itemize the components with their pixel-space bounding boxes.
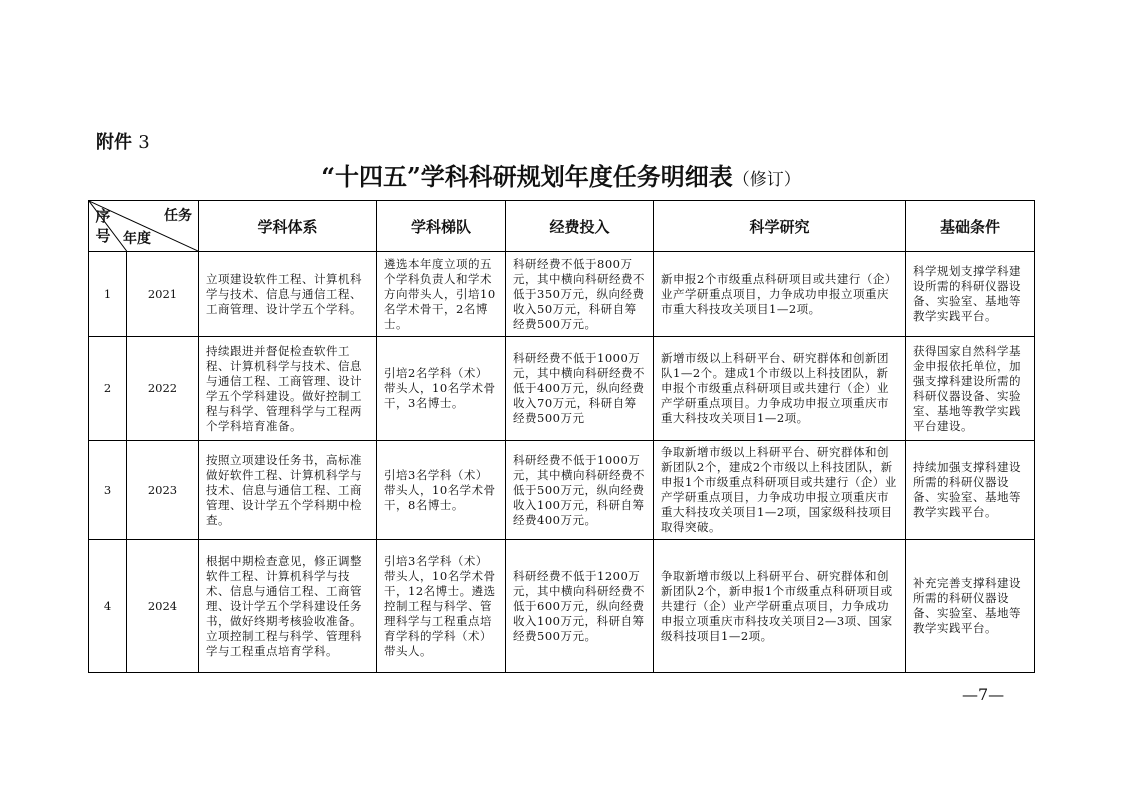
- table-row: [89, 540, 1035, 673]
- row-funding: 科研经费不低于1000万元，其中横向科研经费不低于500万元，纵向经费收入100万元，科研自筹经费400万元。: [506, 441, 654, 540]
- row-seq: 1: [89, 252, 127, 337]
- attachment-text: 附件: [96, 132, 132, 153]
- attachment-label: [96, 128, 150, 154]
- header-discipline: 学科体系: [199, 201, 377, 252]
- table-row: [89, 252, 1035, 337]
- diagonal-header-cell: [89, 201, 199, 252]
- header-conditions: 基础条件: [906, 201, 1035, 252]
- attachment-number: 3: [138, 132, 150, 153]
- row-research: 争取新增市级以上科研平台、研究群体和创新团队2个，新申报1个市级重点科研项目或共建行（企）业产学研重点项目，力争成功申报立项重庆市科技攻关项目2—3项、国家级科技项目1—2项。: [654, 540, 906, 673]
- row-conditions: 补充完善支撑科建设所需的科研仪器设备、实验室、基地等教学实践平台。: [906, 540, 1035, 673]
- row-seq: 2: [89, 337, 127, 441]
- seq-header: 序号: [95, 207, 111, 245]
- row-research: 新申报2个市级重点科研项目或共建行（企）业产学研重点项目，力争成功申报立项重庆市重大科技攻关项目1—2项。: [654, 252, 906, 337]
- row-year: 2022: [127, 337, 199, 441]
- row-team: 引培2名学科（术）带头人，10名学术骨干，3名博士。: [377, 337, 506, 441]
- table-row: [89, 337, 1035, 441]
- row-conditions: 科学规划支撑学科建设所需的科研仪器设备、实验室、基地等教学实践平台。: [906, 252, 1035, 337]
- row-research: 新增市级以上科研平台、研究群体和创新团队1—2个。建成1个市级以上科技团队，新申报个市级重点科研项目或共建行（企）业产学研重点项目。力争成功申报立项重庆市重大科技攻关项目1—2项。: [654, 337, 906, 441]
- row-discipline: 立项建设软件工程、计算机科学与技术、信息与通信工程、工商管理、设计学五个学科。: [199, 252, 377, 337]
- row-discipline: 持续跟进并督促检查软件工程、计算机科学与技术、信息与通信工程、工商管理、设计学五个学科建设。做好控制工程与科学、管理科学与工程两个学科培育准备。: [199, 337, 377, 441]
- task-header: 任务: [164, 208, 192, 224]
- row-seq: 3: [89, 441, 127, 540]
- row-year: 2024: [127, 540, 199, 673]
- row-funding: 科研经费不低于1000万元，其中横向科研经费不低于400万元，纵向经费收入70万元，科研自筹经费500万元: [506, 337, 654, 441]
- row-year: 2023: [127, 441, 199, 540]
- page-number: —7—: [962, 685, 1005, 704]
- row-team: 引培3名学科（术）带头人，10名学术骨干，8名博士。: [377, 441, 506, 540]
- row-conditions: 获得国家自然科学基金申报依托单位，加强支撑科建设所需的科研仪器设备、实验室、基地等教学实践平台建设。: [906, 337, 1035, 441]
- header-research: 科学研究: [654, 201, 906, 252]
- title-main: “十四五”学科科研规划年度任务明细表: [321, 162, 733, 191]
- title-sub: （修订）: [732, 170, 801, 190]
- plan-table: [88, 200, 1035, 673]
- header-team: 学科梯队: [377, 201, 506, 252]
- document-title: [0, 157, 1122, 192]
- row-team: 引培3名学科（术）带头人，10名学术骨干，12名博士。遴选控制工程与科学、管理科学与工程重点培育学科的学科（术）带头人。: [377, 540, 506, 673]
- year-header: 年度: [123, 231, 151, 247]
- row-year: 2021: [127, 252, 199, 337]
- row-discipline: 根据中期检查意见，修正调整软件工程、计算机科学与技术、信息与通信工程、工商管理、设计学五个学科建设任务书，做好终期考核验收准备。立项控制工程与科学、管理科学与工程重点培育学科。: [199, 540, 377, 673]
- row-funding: 科研经费不低于800万元，其中横向科研经费不低于350万元，纵向经费收入50万元，科研自筹经费500万元。: [506, 252, 654, 337]
- header-row: [89, 201, 1035, 252]
- row-conditions: 持续加强支撑科建设所需的科研仪器设备、实验室、基地等教学实践平台。: [906, 441, 1035, 540]
- row-discipline: 按照立项建设任务书，高标准做好软件工程、计算机科学与技术、信息与通信工程、工商管理、设计学五个学科期中检查。: [199, 441, 377, 540]
- row-team: 遴选本年度立项的五个学科负责人和学术方向带头人，引培10名学术骨干，2名博士。: [377, 252, 506, 337]
- row-research: 争取新增市级以上科研平台、研究群体和创新团队2个，建成2个市级以上科技团队，新申报1个市级重点科研项目或共建行（企）业产学研重点项目，力争成功申报立项重庆市重大科技攻关项目1—2项，国家级科技项目取得突破。: [654, 441, 906, 540]
- header-funding: 经费投入: [506, 201, 654, 252]
- table-row: [89, 441, 1035, 540]
- row-seq: 4: [89, 540, 127, 673]
- row-funding: 科研经费不低于1200万元，其中横向科研经费不低于600万元，纵向经费收入100万元，科研自筹经费500万元。: [506, 540, 654, 673]
